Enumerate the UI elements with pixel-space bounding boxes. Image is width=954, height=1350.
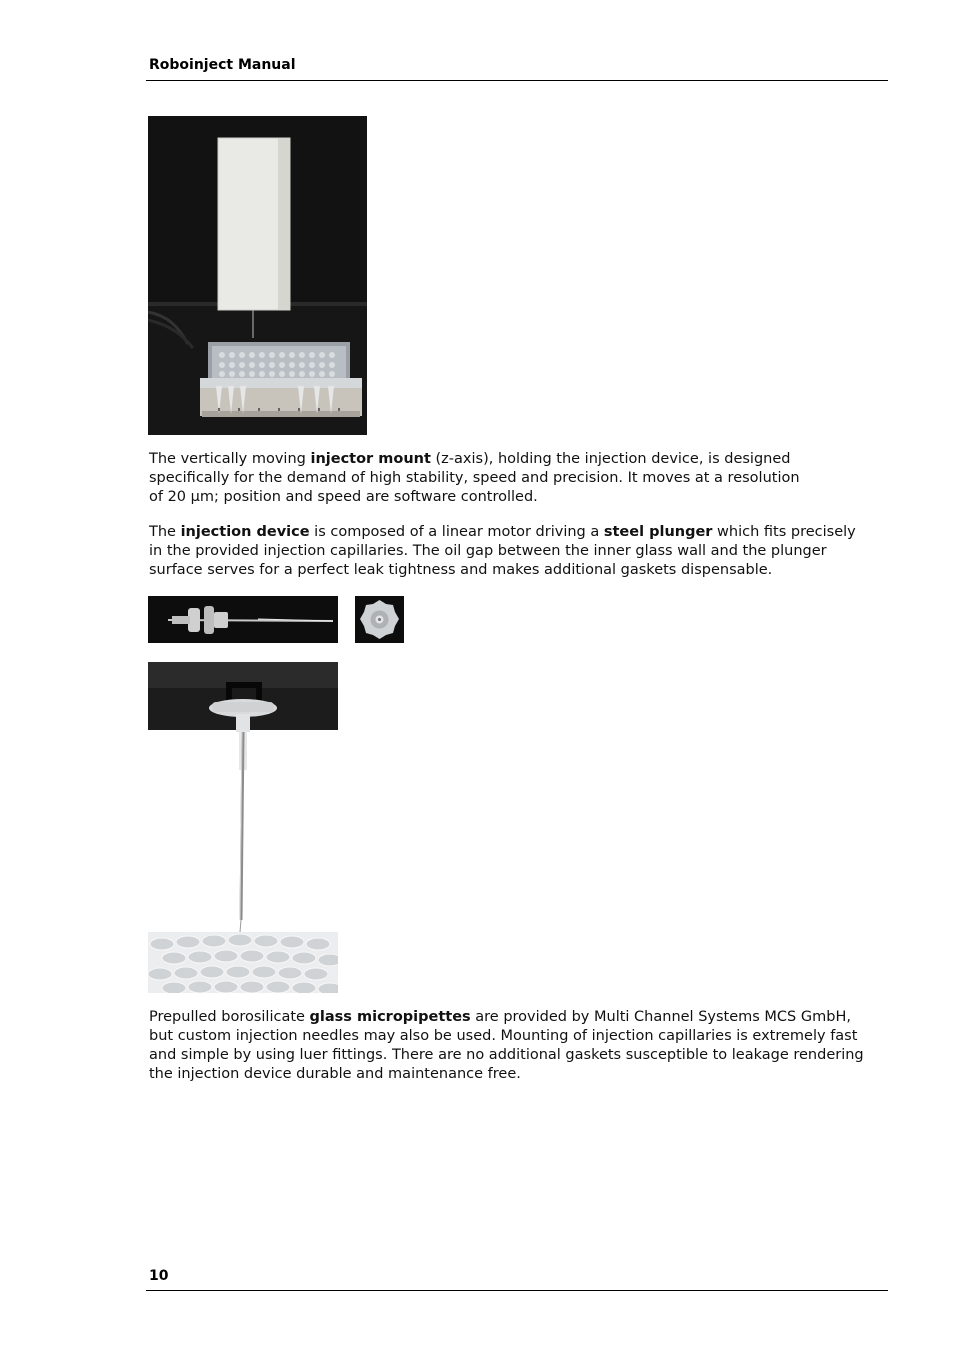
- paragraph-injection-device: [149, 523, 889, 580]
- injector-mount-photo: [148, 116, 367, 435]
- term-injection-device: injection device: [180, 524, 310, 540]
- page-number: 10: [149, 1268, 169, 1284]
- text-run: which fits precisely: [712, 524, 856, 540]
- luer-fitting-photo: [355, 596, 404, 643]
- running-header-title: Roboinject Manual: [149, 57, 296, 73]
- text-line: the injection device durable and maintenance free.: [149, 1066, 521, 1082]
- pipette-injection-photo: [148, 662, 338, 993]
- paragraph-glass-micropipettes: [149, 1008, 889, 1084]
- term-steel-plunger: steel plunger: [603, 524, 713, 540]
- text-line: surface serves for a perfect leak tightness and makes additional gaskets dispensable.: [149, 562, 773, 578]
- text-line: and simple by using luer fittings. There are no additional gaskets susceptible to leakage rendering: [149, 1047, 864, 1063]
- text-line: of 20 µm; position and speed are software controlled.: [149, 489, 538, 505]
- text-line: but custom injection needles may also be used. Mounting of injection capillaries is extremely fast: [149, 1028, 858, 1044]
- text-run: is composed of a linear motor driving a: [309, 524, 604, 540]
- header-rule: [146, 80, 888, 81]
- text-run: are provided by Multi Channel Systems MCS GmbH,: [470, 1009, 851, 1025]
- paragraph-injector-mount: [149, 450, 889, 507]
- text-run: Prepulled borosilicate: [149, 1009, 310, 1025]
- footer-rule: [146, 1290, 888, 1291]
- capillary-photo: [148, 596, 338, 643]
- text-run: The: [149, 524, 181, 540]
- text-run: The vertically moving: [149, 451, 311, 467]
- text-run: (z-axis), holding the injection device, is designed: [430, 451, 791, 467]
- term-injector-mount: injector mount: [310, 451, 431, 467]
- term-glass-micropipettes: glass micropipettes: [309, 1009, 471, 1025]
- text-line: in the provided injection capillaries. The oil gap between the inner glass wall and the plunger: [149, 543, 827, 559]
- text-line: specifically for the demand of high stability, speed and precision. It moves at a resolution: [149, 470, 800, 486]
